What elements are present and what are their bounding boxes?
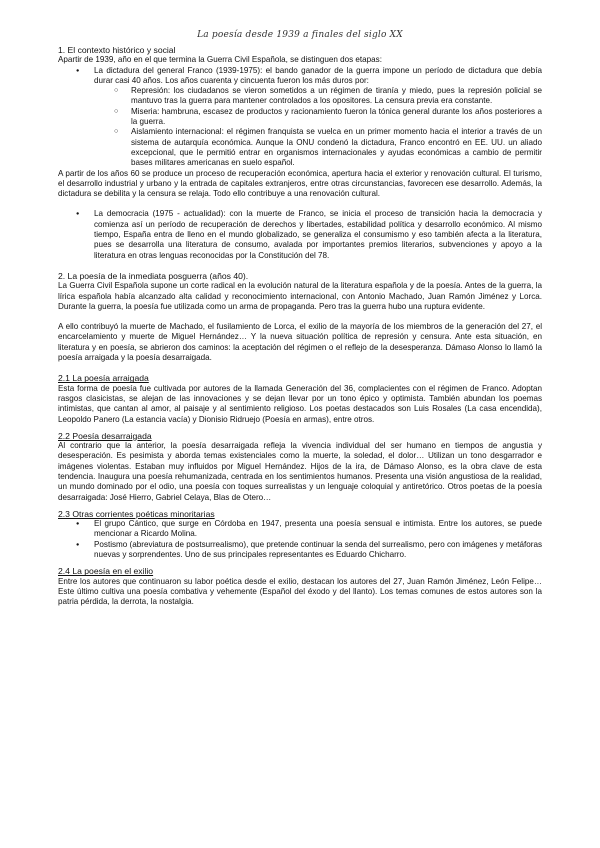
section-1-list-2 xyxy=(58,209,542,260)
section-2-1-heading: 2.1 La poesía arraigada xyxy=(58,373,149,384)
sublist-item-miseria: ○ Miseria: hambruna, escasez de productos y racionamiento fueron la tónica general durante los años posteriores a la guerra. xyxy=(94,107,542,128)
sublist-item-represion: ○ Represión: los ciudadanos se vieron sometidos a un régimen de tiranía y miedo, pues la represión policial se mantuvo tras la guerra para mantener controlados a los opositores. La censura previa era constante. xyxy=(94,86,542,107)
section-2-2-heading: 2.2 Poesía desarraigada xyxy=(58,430,152,441)
section-2-heading: 2. La poesía de la inmediata posguerra (años 40). xyxy=(58,270,249,281)
section-2-3-list xyxy=(58,519,542,560)
section-2-3-heading: 2.3 Otras corrientes poéticas minoritarias xyxy=(58,508,215,519)
list-item-cantico: ● El grupo Cántico, que surge en Córdoba en 1947, presenta una poesía sensual e intimista. Entre los autores, se puede mencionar a Ricardo Molina. xyxy=(58,519,542,540)
list-item-text: La dictadura del general Franco (1939-1975): el bando ganador de la guerra impone un período de dictadura que debía durar casi 40 años. Los años cuarenta y cincuenta fueron los más duros por: xyxy=(94,65,542,85)
section-2-4-heading: 2.4 La poesía en el exilio xyxy=(58,566,154,577)
list-item-postismo: ● Postismo (abreviatura de postsurrealismo), que pretende continuar la senda del surrealismo, pero con imágenes y metáforas nuevas y sorprendentes. Uno de sus principales representantes es Eduardo Chicharro. xyxy=(58,540,542,561)
section-1-intro: Apartir de 1939, año en el que termina la Guerra Civil Española, se distinguen dos etapas: xyxy=(58,55,382,65)
section-1-heading: 1. El contexto histórico y social xyxy=(58,45,176,55)
sublist-item-aislamiento: ○ Aislamiento internacional: el régimen franquista se vuelca en un primer momento hacia el interior a través de un sistema de autarquía económica. Aunque la ONU condenó la dictadura, Franco encontró en EE. UU. un aliado excepcional, que le permitió entrar en organismos internacionales y ayudas económicas a cambio de permitir bases militares americanas en suelo español. xyxy=(94,127,542,168)
section-2-2-text: Al contrario que la anterior, la poesía desarraigada refleja la vivencia individual del ser humano en tiempos de angustia y desesperación. Es pesimista y aborda temas existenciales como la muerte, la soledad, el dolor… Utilizan un tono desgarrador e imágenes violentas. Estaban muy influidos por Miguel Hernández. Hijos de la ira, de Dámaso Alonso, es la obra clave de esta tendencia. Inaugura una poesía rehumanizada, centrada en los sentimientos humanos. Presenta una visión angustiosa de la realidad, un mundo dominado por el odio, una poesía con toques surrealistas y un lenguaje coloquial y antiretórico. Otros poetas de la poesía desarraigada: José Hierro, Gabriel Celaya, Blas de Otero… xyxy=(58,441,542,502)
paragraph-anos-60: A partir de los años 60 se produce un proceso de recuperación económica, apertura hacia el exterior y renovación cultural. El turismo, el desarrollo industrial y urbano y la entrada de capitales extranjeros, entre otras circunstancias, favorecen ese desarrollo. Además, la dictadura se debilita y la censura se relaja. Todo ello contribuye a una renovación cultural. xyxy=(58,168,542,199)
section-1-list xyxy=(58,66,542,169)
list-item-dictadura xyxy=(58,66,542,169)
list-item-democracia: ● La democracia (1975 - actualidad): con la muerte de Franco, se inicia el proceso de transición hacia la democracia y comienza así un período de recuperación de derechos y libertades, estabilidad política y desarrollo económico. Al mismo tiempo, España entra de lleno en el mundo globalizado, se generaliza el consumismo y eso también afecta a la literatura, pues se desarrolla una literatura de consumo, avalada por importantes premios literarios, subvenciones y apoyo a la literatura en otras lenguas reconocidas por la Constitución del 78. xyxy=(58,209,542,260)
sublist-dictadura xyxy=(94,86,542,168)
page-title: La poesía desde 1939 a finales del siglo XX xyxy=(197,30,403,40)
section-2-4-text: Entre los autores que continuaron su labor poética desde el exilio, destacan los autores del 27, Juan Ramón Jiménez, León Felipe… Este último cultiva una poesía combativa y vehemente (Español del éxodo y del llanto). Los temas comunes de estos autores son la patria pérdida, la derrota, la nostalgia. xyxy=(58,576,542,607)
section-2-1-text: Esta forma de poesía fue cultivada por autores de la llamada Generación del 36, complacientes con el régimen de Franco. Adoptan rasgos clasicistas, se alejan de las innovaciones y se dejan llevar por un tono épico y optimista. También abundan los poemas intimistas, que cantan al amor, al paisaje y al sentimiento religioso. Los poetas destacados son Luis Rosales (La casa encendida), Leopoldo Panero (La estancia vacía) y Dionisio Ridruejo (Poesía en armas), entre otros. xyxy=(58,383,542,424)
section-2-paragraph-2: A ello contribuyó la muerte de Machado, el fusilamiento de Lorca, el exilio de la mayoría de los miembros de la generación del 27, el encarcelamiento y muerte de Miguel Hernández… Y la nueva situación política de represión y censura. Ante esta situación, en literatura y en poesía, se abrieron dos caminos: la aceptación del régimen o el reflejo de la desesperanza. Dámaso Alonso lo llamó la poesía arraigada y la poesía desarraigada. xyxy=(58,322,542,363)
section-2-paragraph-1: La Guerra Civil Española supone un corte radical en la evolución natural de la literatura española y de la poesía. Antes de la guerra, la lírica española había alcanzado alta calidad y reconocimiento internacional, con Antonio Machado, Juan Ramón Jiménez y Lorca. Durante la guerra, la poesía fue utilizada como un arma de propaganda. Pero tras la guerra hubo una ruptura evidente. xyxy=(58,281,542,311)
